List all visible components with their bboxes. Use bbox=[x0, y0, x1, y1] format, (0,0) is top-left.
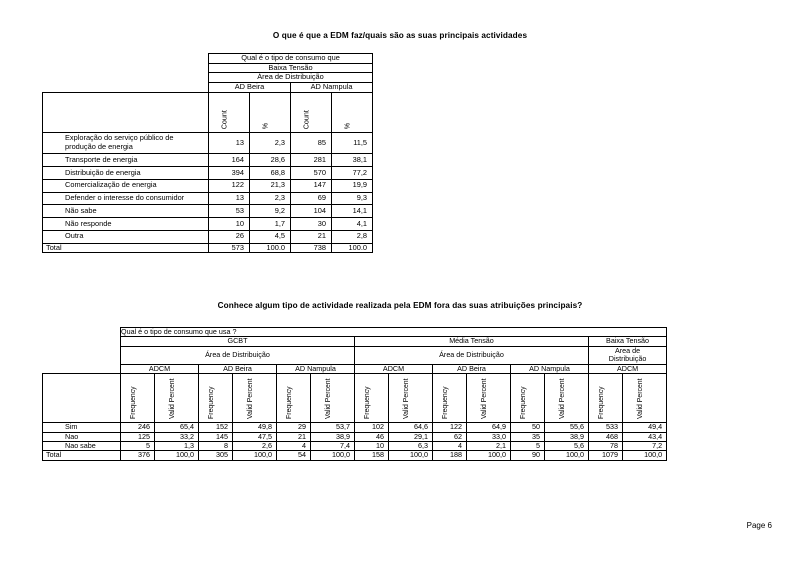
table1-row1-v1: 28,6 bbox=[250, 154, 291, 167]
table2-tension-media: Média Tensão bbox=[355, 337, 589, 346]
table2-measure-6: Frequency bbox=[355, 374, 389, 423]
table1-row7-v0: 26 bbox=[209, 230, 250, 243]
table1-row1-label: Transporte de energia bbox=[43, 154, 209, 167]
table1-row2-v3: 77,2 bbox=[332, 167, 373, 180]
table2-title: Conhece algum tipo de actividade realizada pela EDM fora das suas atribuições principais? bbox=[217, 301, 583, 310]
table2-area-baixa-line1: Area de bbox=[614, 346, 641, 355]
table2-row0-v0: 246 bbox=[121, 423, 155, 432]
table2-total-v12: 1079 bbox=[589, 451, 623, 460]
table2-group-2: AD Nampula bbox=[277, 364, 355, 373]
table2-group-6: ADCM bbox=[589, 364, 667, 373]
table2-header-row-4 bbox=[43, 364, 667, 373]
table1-title: O que é que a EDM faz/quais são as suas principais actividades bbox=[272, 31, 528, 40]
table2-measure-7: Valid Percent bbox=[389, 374, 433, 423]
table2-header-row-5 bbox=[43, 374, 667, 423]
table2-header-consumo: Qual é o tipo de consumo que usa ? bbox=[121, 328, 667, 337]
table2-total-v3: 100,0 bbox=[233, 451, 277, 460]
table1-row5-v2: 104 bbox=[291, 205, 332, 218]
table1-row7-label: Outra bbox=[43, 230, 209, 243]
table2-row0-v1: 65,4 bbox=[155, 423, 199, 432]
table2-row2-v8: 4 bbox=[433, 441, 467, 450]
table2-row2-v5: 7,4 bbox=[311, 441, 355, 450]
table2-total-v5: 100,0 bbox=[311, 451, 355, 460]
table1-row0-v2: 85 bbox=[291, 132, 332, 153]
table2-row2-v12: 78 bbox=[589, 441, 623, 450]
table1-row0-v3: 11,5 bbox=[332, 132, 373, 153]
table1-row5-label: Não sabe bbox=[43, 205, 209, 218]
table1-measure-pct-beira: % bbox=[250, 92, 291, 132]
table2-row1-v7: 29,1 bbox=[389, 432, 433, 441]
table2-tension-baixa: Baixa Tensão bbox=[589, 337, 667, 346]
table2-row0-v6: 102 bbox=[355, 423, 389, 432]
table2-row0-v10: 50 bbox=[511, 423, 545, 432]
table2-rowlabel-header bbox=[43, 374, 121, 423]
table2-row2-v7: 6,3 bbox=[389, 441, 433, 450]
table2-row2-v3: 2,6 bbox=[233, 441, 277, 450]
table2-row0-v9: 64,9 bbox=[467, 423, 511, 432]
table2-total-v1: 100,0 bbox=[155, 451, 199, 460]
table1-total-row bbox=[43, 243, 373, 253]
table2-group-0: ADCM bbox=[121, 364, 199, 373]
table1-header-row-1 bbox=[43, 54, 373, 64]
table1-row7-v1: 4,5 bbox=[250, 230, 291, 243]
table2-corner-cell bbox=[43, 328, 121, 374]
table-edm-activities bbox=[42, 53, 373, 253]
table2-measure-9: Valid Percent bbox=[467, 374, 511, 423]
table1-group-ad-beira: AD Beira bbox=[209, 83, 291, 93]
table1-total-v3: 100.0 bbox=[332, 243, 373, 253]
table1-row4-v2: 69 bbox=[291, 192, 332, 205]
table2-measure-4: Frequency bbox=[277, 374, 311, 423]
table1-row4-v3: 9,3 bbox=[332, 192, 373, 205]
table1-row4-v1: 2,3 bbox=[250, 192, 291, 205]
table2-row1-label: Nao bbox=[43, 432, 121, 441]
table2-measure-11: Valid Percent bbox=[545, 374, 589, 423]
table1-row2-v0: 394 bbox=[209, 167, 250, 180]
table2-measure-10: Frequency bbox=[511, 374, 545, 423]
table2-row1-v5: 38,9 bbox=[311, 432, 355, 441]
table2-row2-v1: 1,3 bbox=[155, 441, 199, 450]
table2-row1-v11: 38,9 bbox=[545, 432, 589, 441]
table1-header-baixa-tensao: Baixa Tensão bbox=[209, 63, 373, 73]
table2-group-3: ADCM bbox=[355, 364, 433, 373]
table2-row2-v0: 5 bbox=[121, 441, 155, 450]
table1-row3-v2: 147 bbox=[291, 179, 332, 192]
table2-total-v6: 158 bbox=[355, 451, 389, 460]
table1-rowlabel-header bbox=[43, 92, 209, 132]
table1-row6-v1: 1,7 bbox=[250, 218, 291, 231]
table2-row1-v3: 47,5 bbox=[233, 432, 277, 441]
table2-total-v11: 100,0 bbox=[545, 451, 589, 460]
table1-corner-cell bbox=[43, 54, 209, 93]
table2-row0-v5: 53,7 bbox=[311, 423, 355, 432]
table2-row2-v2: 8 bbox=[199, 441, 233, 450]
table2-row0-v7: 64,6 bbox=[389, 423, 433, 432]
table2-tension-gcbt: GCBT bbox=[121, 337, 355, 346]
table1-row3-v3: 19,9 bbox=[332, 179, 373, 192]
table1-row6-v3: 4,1 bbox=[332, 218, 373, 231]
table2-row1-v9: 33,0 bbox=[467, 432, 511, 441]
table-row bbox=[43, 167, 373, 180]
table2-row0-v3: 49,8 bbox=[233, 423, 277, 432]
table2-row1-v6: 46 bbox=[355, 432, 389, 441]
table2-row0-label: Sim bbox=[43, 423, 121, 432]
table1-row0-label: Exploração do serviço público de produção de energia bbox=[43, 132, 209, 153]
table2-group-1: AD Beira bbox=[199, 364, 277, 373]
table-row bbox=[43, 205, 373, 218]
table1-row1-v0: 164 bbox=[209, 154, 250, 167]
table2-row2-v9: 2,1 bbox=[467, 441, 511, 450]
table1-row7-v2: 21 bbox=[291, 230, 332, 243]
table2-total-v0: 376 bbox=[121, 451, 155, 460]
table1-measure-pct-nampula: % bbox=[332, 92, 373, 132]
table1-row4-v0: 13 bbox=[209, 192, 250, 205]
table2-row2-v13: 7,2 bbox=[623, 441, 667, 450]
table2-measure-12: Frequency bbox=[589, 374, 623, 423]
table2-header-row-2 bbox=[43, 337, 667, 346]
table2-row1-v10: 35 bbox=[511, 432, 545, 441]
table2-total-v8: 188 bbox=[433, 451, 467, 460]
table2-row1-v8: 62 bbox=[433, 432, 467, 441]
table1-total-v0: 573 bbox=[209, 243, 250, 253]
table1-row4-label: Defender o interesse do consumidor bbox=[43, 192, 209, 205]
table2-row1-v2: 145 bbox=[199, 432, 233, 441]
table1-header-row-5 bbox=[43, 92, 373, 132]
table2-area-media: Área de Distribuição bbox=[355, 346, 589, 364]
table2-row0-v12: 533 bbox=[589, 423, 623, 432]
table-row bbox=[43, 154, 373, 167]
table2-total-row bbox=[43, 451, 667, 460]
table1-total-label: Total bbox=[43, 243, 209, 253]
table2-measure-0: Frequency bbox=[121, 374, 155, 423]
table-row bbox=[43, 230, 373, 243]
table-row bbox=[43, 192, 373, 205]
table2-area-gcbt: Área de Distribuição bbox=[121, 346, 355, 364]
table2-header-row-1 bbox=[43, 328, 667, 337]
table2-row0-v8: 122 bbox=[433, 423, 467, 432]
table2-row0-v13: 49,4 bbox=[623, 423, 667, 432]
table1-row1-v3: 38,1 bbox=[332, 154, 373, 167]
table2-total-v4: 54 bbox=[277, 451, 311, 460]
table1-measure-count-nampula: Count bbox=[291, 92, 332, 132]
table1-row3-v0: 122 bbox=[209, 179, 250, 192]
table2-row2-v6: 10 bbox=[355, 441, 389, 450]
table1-row5-v3: 14,1 bbox=[332, 205, 373, 218]
table-row bbox=[43, 423, 667, 432]
table2-row2-label: Nao sabe bbox=[43, 441, 121, 450]
table2-area-baixa-clipped bbox=[589, 346, 667, 364]
table1-row6-v2: 30 bbox=[291, 218, 332, 231]
table2-row1-v13: 43,4 bbox=[623, 432, 667, 441]
table2-row2-v4: 4 bbox=[277, 441, 311, 450]
table1-row7-v3: 2,8 bbox=[332, 230, 373, 243]
table2-measure-5: Valid Percent bbox=[311, 374, 355, 423]
table2-row0-v2: 152 bbox=[199, 423, 233, 432]
table2-area-baixa-line2: Distribuição bbox=[608, 354, 647, 364]
table2-measure-8: Frequency bbox=[433, 374, 467, 423]
table1-header-consumo: Qual é o tipo de consumo que bbox=[209, 54, 373, 64]
table2-measure-1: Valid Percent bbox=[155, 374, 199, 423]
table-row bbox=[43, 218, 373, 231]
table1-total-v1: 100.0 bbox=[250, 243, 291, 253]
table2-row0-v11: 55,6 bbox=[545, 423, 589, 432]
table1-row2-v2: 570 bbox=[291, 167, 332, 180]
table2-row2-v10: 5 bbox=[511, 441, 545, 450]
table1-row3-label: Comercialização de energia bbox=[43, 179, 209, 192]
table2-total-v10: 90 bbox=[511, 451, 545, 460]
table1-row0-v1: 2,3 bbox=[250, 132, 291, 153]
table1-row5-v0: 53 bbox=[209, 205, 250, 218]
table2-row1-v12: 468 bbox=[589, 432, 623, 441]
table2-row2-v11: 5,6 bbox=[545, 441, 589, 450]
table-edm-other-activities bbox=[42, 327, 667, 461]
table1-group-ad-nampula: AD Nampula bbox=[291, 83, 373, 93]
table2-total-v7: 100,0 bbox=[389, 451, 433, 460]
table2-group-5: AD Nampula bbox=[511, 364, 589, 373]
table2-row0-v4: 29 bbox=[277, 423, 311, 432]
table-row bbox=[43, 179, 373, 192]
table1-row6-label: Não responde bbox=[43, 218, 209, 231]
table-row bbox=[43, 432, 667, 441]
table2-header-row-3 bbox=[43, 346, 667, 364]
table1-row1-v2: 281 bbox=[291, 154, 332, 167]
table2-row1-v0: 125 bbox=[121, 432, 155, 441]
table1-header-area-distribuicao: Área de Distribuição bbox=[209, 73, 373, 83]
table2-total-v13: 100,0 bbox=[623, 451, 667, 460]
page-footer: Page 6 bbox=[746, 521, 772, 530]
table2-measure-3: Valid Percent bbox=[233, 374, 277, 423]
table1-total-v2: 738 bbox=[291, 243, 332, 253]
table2-measure-13: Valid Percent bbox=[623, 374, 667, 423]
table1-row2-v1: 68,8 bbox=[250, 167, 291, 180]
table2-row1-v4: 21 bbox=[277, 432, 311, 441]
table1-row3-v1: 21,3 bbox=[250, 179, 291, 192]
table-row bbox=[43, 132, 373, 153]
table2-group-4: AD Beira bbox=[433, 364, 511, 373]
table2-total-v2: 305 bbox=[199, 451, 233, 460]
table2-measure-2: Frequency bbox=[199, 374, 233, 423]
table2-total-label: Total bbox=[43, 451, 121, 460]
table1-row5-v1: 9,2 bbox=[250, 205, 291, 218]
table1-measure-count-beira: Count bbox=[209, 92, 250, 132]
table2-total-v9: 100,0 bbox=[467, 451, 511, 460]
table1-row0-v0: 13 bbox=[209, 132, 250, 153]
table1-row2-label: Distribuição de energia bbox=[43, 167, 209, 180]
table1-row6-v0: 10 bbox=[209, 218, 250, 231]
table2-row1-v1: 33,2 bbox=[155, 432, 199, 441]
